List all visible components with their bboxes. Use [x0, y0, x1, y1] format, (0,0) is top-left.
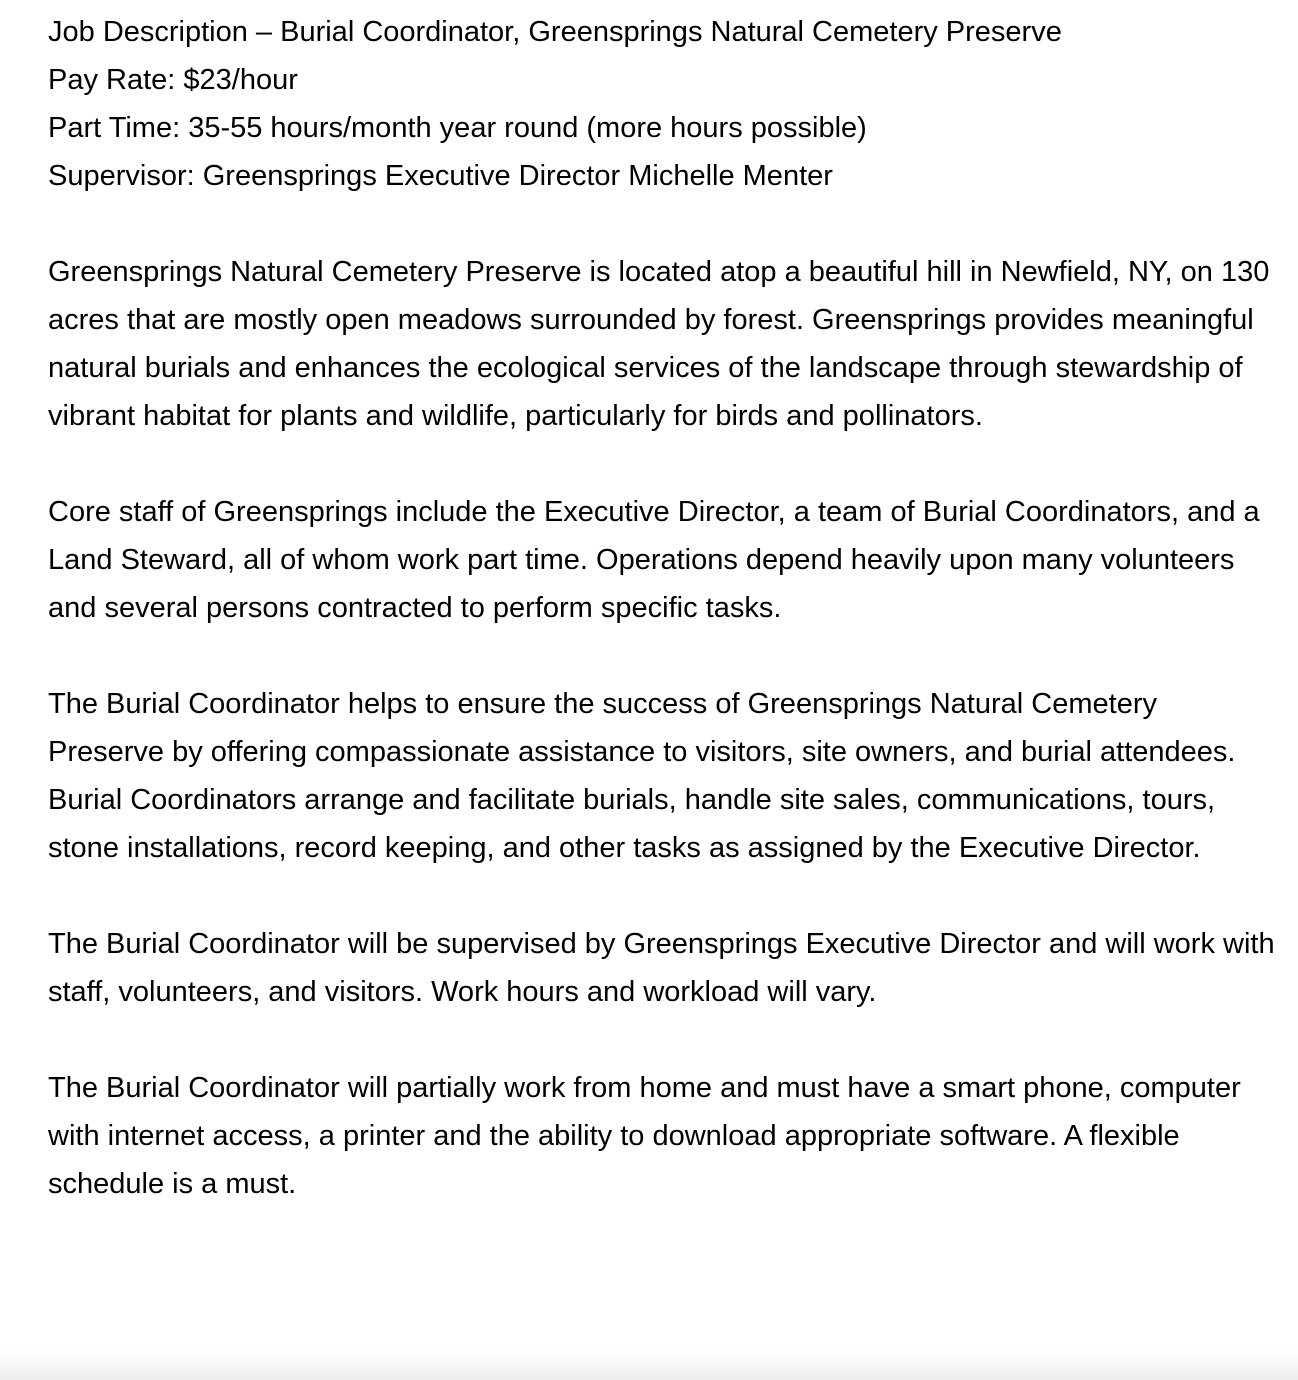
supervisor: Supervisor: Greensprings Executive Director Michelle Menter	[48, 160, 833, 192]
pay-rate: Pay Rate: $23/hour	[48, 64, 298, 96]
document-body	[48, 8, 1278, 1208]
paragraph-about-preserve: Greensprings Natural Cemetery Preserve is located atop a beautiful hill in Newfield, NY, on 130 acres that are mostly open meadows surrounded by forest. Greensprings provides meaningful natural burials and enhances the ecological services of the landscape through stewardship of vibrant habitat for plants and wildlife, particularly for birds and pollinators.	[48, 256, 1270, 432]
paragraph-role-summary: The Burial Coordinator helps to ensure the success of Greensprings Natural Cemetery Preserve by offering compassionate assistance to visitors, site owners, and burial attendees. Burial Coordinators arrange and facilitate burials, handle site sales, communications, tours, stone installations, record keeping, and other tasks as assigned by the Executive Director.	[48, 688, 1236, 864]
job-title: Job Description – Burial Coordinator, Greensprings Natural Cemetery Preserve	[48, 16, 1062, 48]
paragraph-supervision: The Burial Coordinator will be supervised by Greensprings Executive Director and will work with staff, volunteers, and visitors. Work hours and workload will vary.	[48, 928, 1275, 1008]
part-time-hours: Part Time: 35-55 hours/month year round (more hours possible)	[48, 112, 867, 144]
page-bottom-shadow	[0, 1350, 1298, 1380]
paragraph-core-staff: Core staff of Greensprings include the Executive Director, a team of Burial Coordinators, and a Land Steward, all of whom work part time. Operations depend heavily upon many volunteers and several persons contracted to perform specific tasks.	[48, 496, 1260, 624]
paragraph-requirements: The Burial Coordinator will partially work from home and must have a smart phone, computer with internet access, a printer and the ability to download appropriate software. A flexible schedule is a must.	[48, 1072, 1241, 1200]
